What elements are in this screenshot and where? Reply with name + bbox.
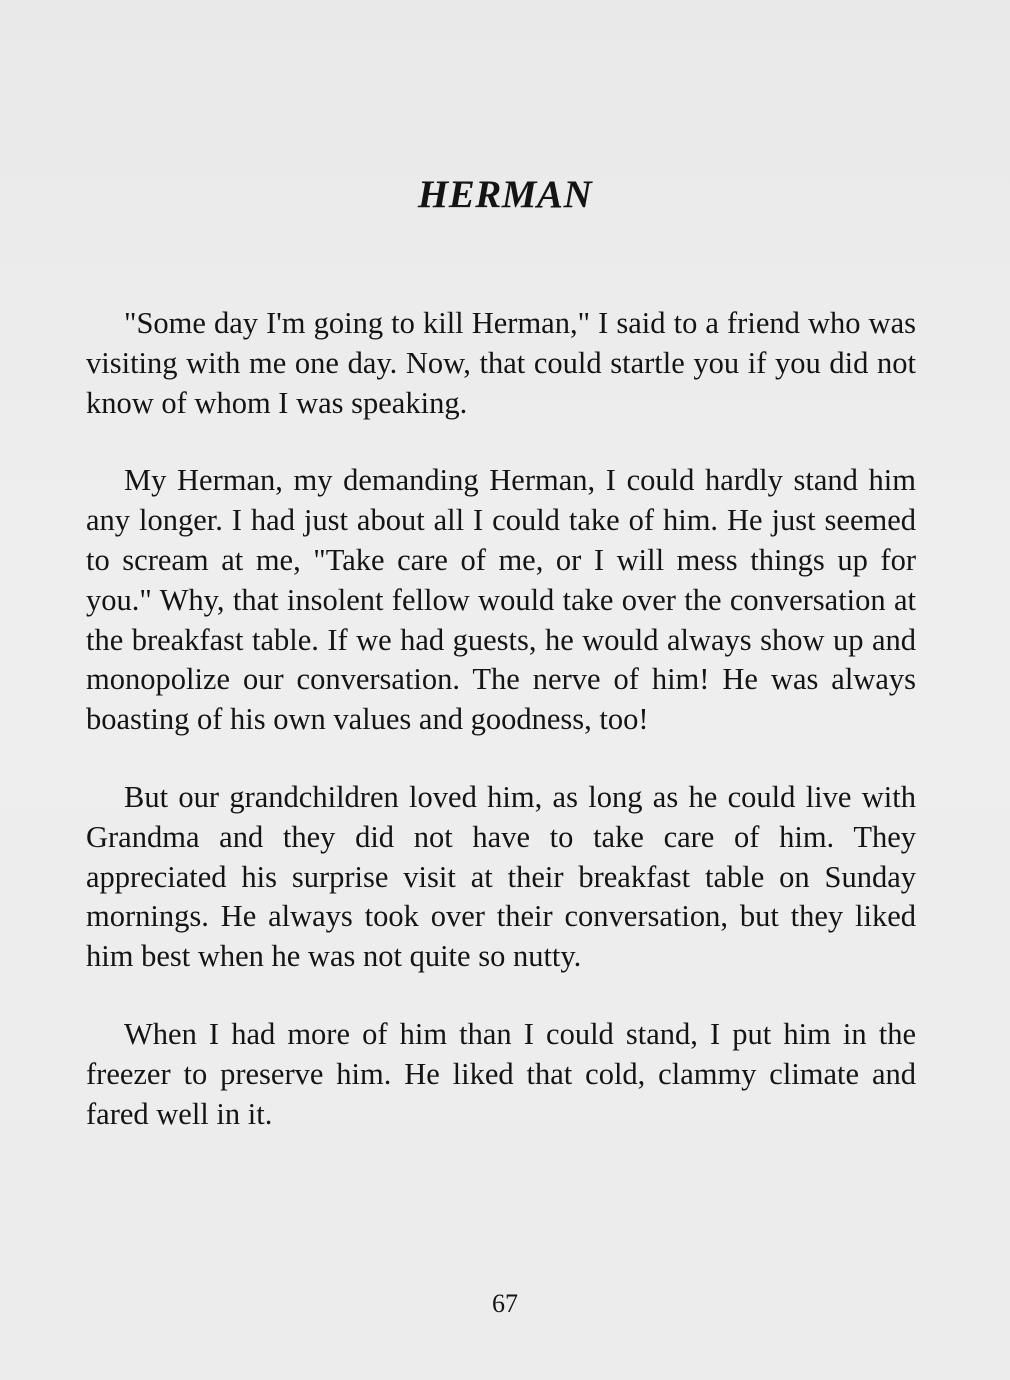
body-text [86,304,916,1172]
paragraph: "Some day I'm going to kill Herman," I said to a friend who was visiting with me one day. Now, that could startle you if you did not know of whom I was speaking. [86,306,916,420]
paragraph: But our grandchildren loved him, as long as he could live with Grandma and they did not have to take care of him. They appreciated his surprise visit at their breakfast table on Sunday mornings. He always took over their conversation, but they liked him best when he was not quite so nutty. [86,779,916,974]
paragraph: My Herman, my demanding Herman, I could hardly stand him any longer. I had just about all I could take of him. He just seemed to scream at me, "Take care of me, or I will mess things up for you." Why, that insolent fellow would take over the conversation at the breakfast table. If we had guests, he would always show up and monopolize our conversation. The nerve of him! He was always boasting of his own values and goodness, too! [86,463,916,737]
chapter-title: HERMAN [417,173,593,216]
paragraph: When I had more of him than I could stand, I put him in the freezer to preserve him. He liked that cold, clammy climate and fared well in it. [86,1016,916,1131]
page-number: 67 [492,1289,518,1318]
